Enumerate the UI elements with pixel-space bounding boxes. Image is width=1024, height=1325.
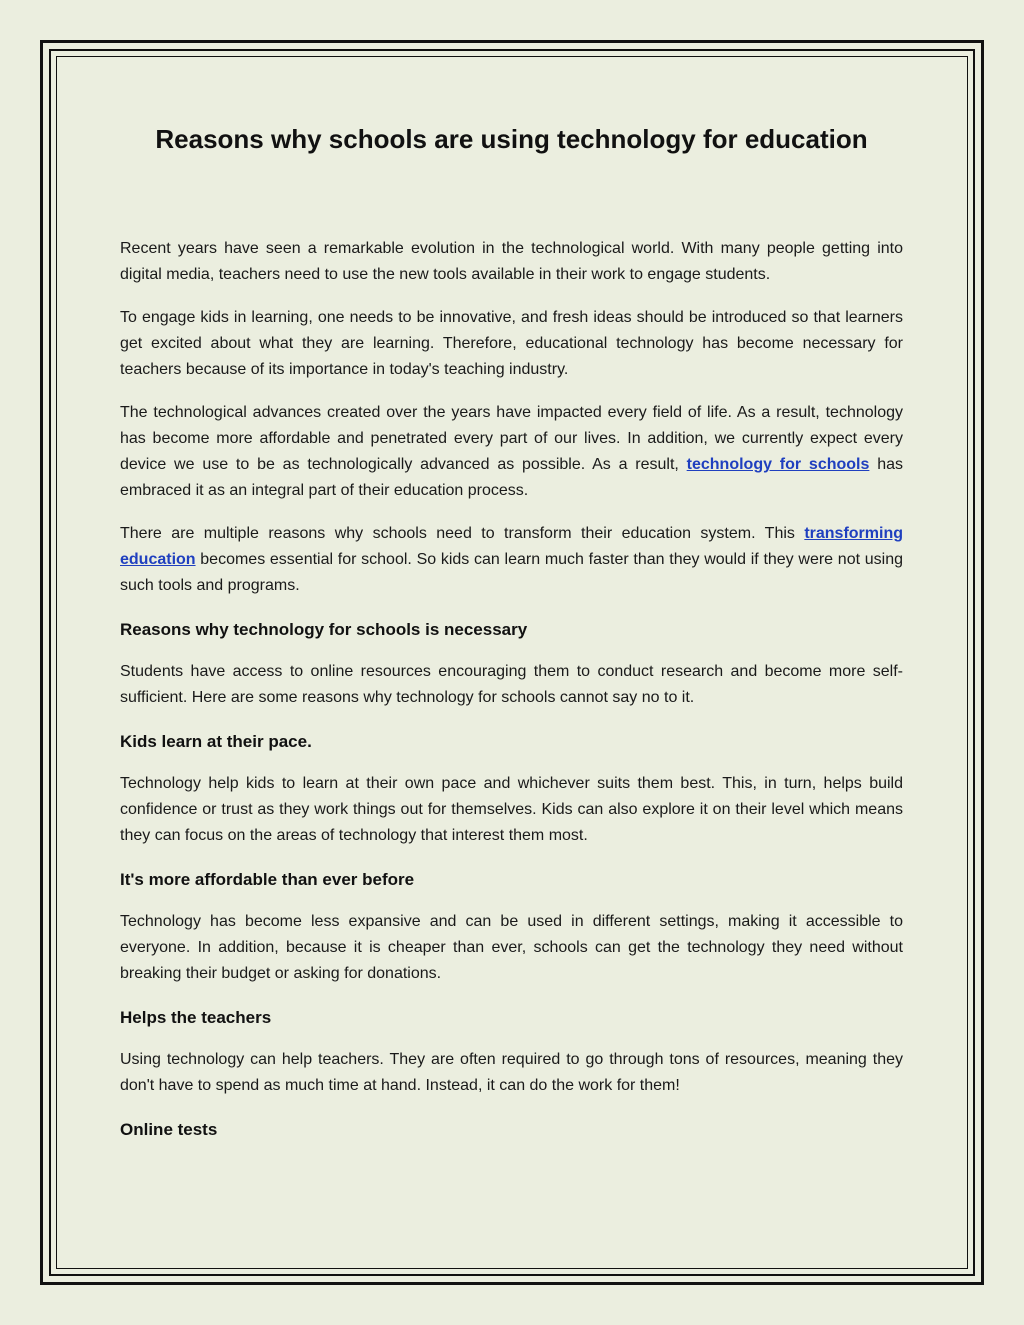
paragraph-advances-text: The technological advances created over the years have impacted every field of life. As a result, technology has become more affordable and penetrated every part of our lives. In addition, we currently expect every device we use to be as technologically advanced as possible. As a result, bbox=[120, 404, 903, 473]
paragraph-advances-text-end: has embraced it as an integral part of their education process. bbox=[120, 456, 903, 499]
section-body-affordable: Technology has become less expansive and can be used in different settings, making it accessible to everyone. In addition, because it is cheaper than ever, schools can get the technology they need without breaking their budget or asking for donations. bbox=[120, 913, 903, 982]
section-body-necessary: Students have access to online resources encouraging them to conduct research and become more self-sufficient. Here are some reasons why technology for schools cannot say no to it. bbox=[120, 663, 903, 706]
transforming-education-link[interactable]: transforming education bbox=[120, 525, 903, 568]
page-title: Reasons why schools are using technology for education bbox=[155, 124, 868, 154]
paragraph-reasons-text: There are multiple reasons why schools need to transform their education system. This bbox=[120, 525, 805, 542]
paragraph-intro: Recent years have seen a remarkable evolution in the technological world. With many people getting into digital media, teachers need to use the new tools available in their work to engage students. bbox=[120, 240, 903, 283]
document-body bbox=[120, 118, 903, 1159]
paragraph-engage: To engage kids in learning, one needs to be innovative, and fresh ideas should be introduced so that learners get excited about what they are learning. Therefore, educational technology has become necessary for teachers because of its importance in today's teaching industry. bbox=[120, 309, 903, 378]
technology-for-schools-link[interactable]: technology for schools bbox=[686, 456, 870, 473]
section-heading-teachers: Helps the teachers bbox=[120, 1008, 272, 1027]
section-heading-necessary: Reasons why technology for schools is necessary bbox=[120, 620, 528, 639]
section-heading-online-tests: Online tests bbox=[120, 1120, 218, 1139]
section-heading-affordable: It's more affordable than ever before bbox=[120, 870, 415, 889]
paragraph-reasons bbox=[120, 521, 903, 599]
paragraph-reasons-text-end: becomes essential for school. So kids can learn much faster than they would if they were not using such tools and programs. bbox=[120, 551, 903, 594]
section-body-teachers: Using technology can help teachers. They are often required to go through tons of resources, meaning they don't have to spend as much time at hand. Instead, it can do the work for them! bbox=[120, 1051, 903, 1094]
paragraph-advances bbox=[120, 400, 903, 504]
section-body-pace: Technology help kids to learn at their own pace and whichever suits them best. This, in turn, helps build confidence or trust as they work things out for themselves. Kids can also explore it on their level which means they can focus on the areas of technology that interest them most. bbox=[120, 775, 903, 844]
section-heading-pace: Kids learn at their pace. bbox=[120, 732, 312, 751]
